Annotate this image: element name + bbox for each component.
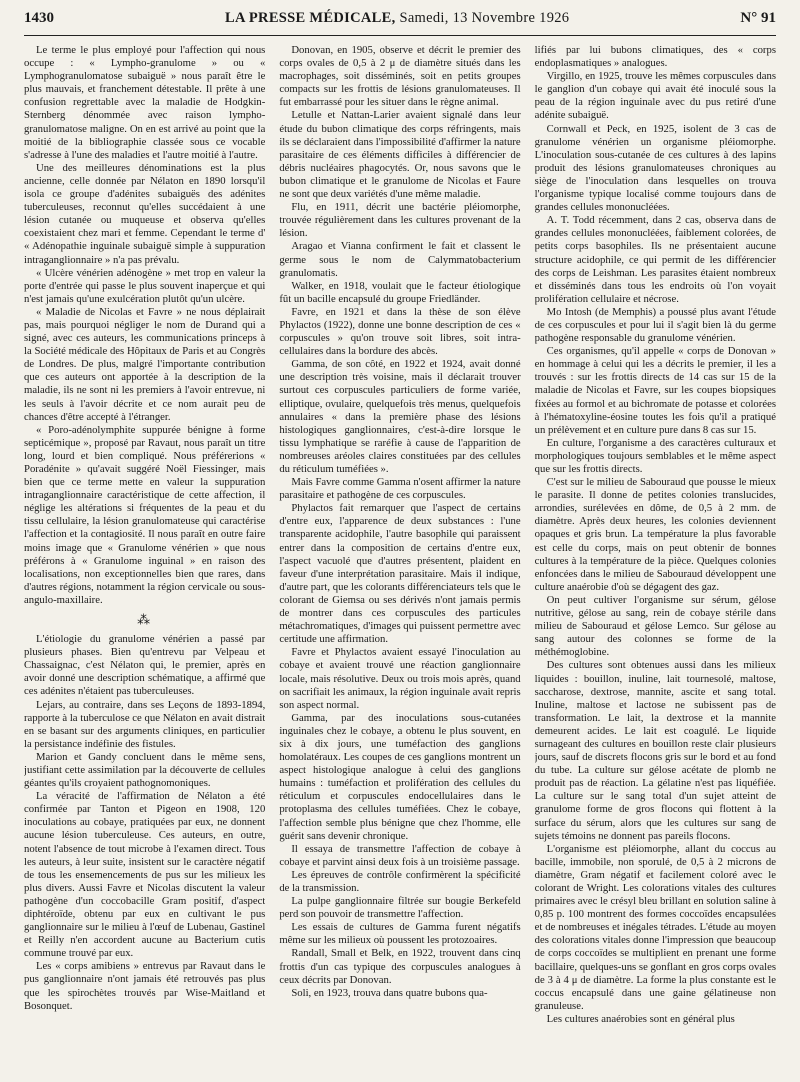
paragraph: Favre, en 1921 et dans la thèse de son élève Phylactos (1922), donne une bonne description de ces « corpuscules » qu'on trouve soit libres, soit intra-cellulaires dans la bordure des abcès. — [279, 305, 521, 358]
paragraph-continued: lifiés par lui bubons climatiques, des « corps endoplasmatiques » analogues. — [534, 44, 776, 70]
paragraph: L'étiologie du granulome vénérien a passé par plusieurs phases. Bien qu'entrevu par Velpeau et Chassaignac, c'est Nélaton qui, le premier, après en avoir donné une description schématique, a affirmé que ces adénites n'étaient pas tuberculeuses. — [24, 633, 266, 698]
paragraph: Les cultures anaérobies sont en général plus — [546, 1012, 735, 1025]
paragraph: Il essaya de transmettre l'affection de cobaye à cobaye et parvint ainsi deux fois à un troisième passage. — [279, 842, 521, 868]
paragraph: Randall, Small et Belk, en 1922, trouvent dans cinq frottis d'un cas typique des corpuscules analogues à ceux décrits par Donovan. — [279, 947, 521, 986]
paragraph: Les épreuves de contrôle confirmèrent la spécificité de la transmission. — [279, 868, 521, 894]
column-1 — [24, 44, 265, 1069]
paragraph: Les « corps amibiens » entrevus par Ravaut dans le pus ganglionnaire n'ont jamais été retrouvés pas plus que les spirochètes trouvés par Wise-Maitland et Bosonquet. — [24, 960, 266, 1012]
paragraph: Donovan, en 1905, observe et décrit le premier des corps ovales de 0,5 à 2 μ de diamètre situés dans les macrophages, soit disséminés, soit en petits groupes compacts sur les frottis de lésions granulomateuses. Il fut embarrassé pour les situer dans le règne animal. — [279, 44, 521, 109]
paragraph: Letulle et Nattan-Larier avaient signalé dans leur étude du bubon climatique des corps réfringents, mais ils se déclaraient dans l'impossibilité d'affirmer la nature parasitaire de ces éléments difficiles à différencier de débris nucléaires phagocytés. Or, nous savons que le bubon climatique et le granulome de Nicolas et Faure ne sont que deux variétés d'une même maladie. — [279, 109, 521, 201]
paragraph: Favre et Phylactos avaient essayé l'inoculation au cobaye et avaient trouvé une réaction ganglionnaire locale, mais résolutive. Deux ou trois mois après, quand on sacrifiait les animaux, la région inguinale avait repris son aspect normal. — [279, 646, 521, 711]
paragraph: « Poro-adénolymphite suppurée bénigne à forme septicémique », proposé par Ravaut, nous paraît un titre long, lourd et bien compliqué. Nous préférerions « Poradénite » qu'avait suggéré Noël Fiessinger, mais bien que ce terme mette en valeur la suppuration intraganglionnaire caractéristique de cette affection, il néglige les altérations si fréquentes de la peau et du tissu cellulaire, la lésion granulomateuse qui caractérise l'affection et la contagiosité. Il nous paraît en outre faire moins image que « Granulome vénérien » que nous préférons à « Granulome inguinal » en raison des localisations, non exceptionnelles bien que rares, dans d'autres régions, notamment la région cervicale ou sous-angulo-maxillaire. — [24, 423, 266, 606]
paragraph: « Maladie de Nicolas et Favre » ne nous déplairait pas, mais pourquoi négliger le nom de Durand qui a signé, avec ces auteurs, les communications princeps à la Société médicale des Hôpitaux de Paris et au Congrès de Londres. De plus, malgré l'importante contribution que ces auteurs ont apportée à la description de la maladie, ils ne sont ni les premiers à l'avoir entrevue, ni les seuls à l'avoir décrite et ce nom aurait peu de chances d'être accepté à l'étranger. — [24, 305, 266, 423]
paragraph: On peut cultiver l'organisme sur sérum, gélose nutritive, gélose au sang, rein de cobaye stérile dans milieu de Sabouraud et gélose Lemco. Sur gélose au sang autour des colonnes se forme de la méthémoglobine. — [534, 593, 776, 659]
paragraph: Walker, en 1918, voulait que le facteur étiologique fût un bacille encapsulé du groupe Friedländer. — [279, 279, 521, 305]
paragraph: Virgillo, en 1925, trouve les mêmes corpuscules dans le ganglion d'un cobaye qui avait été inoculé sous la peau de la région inguinale avec du pus retiré d'une adénite subaiguë. — [534, 70, 776, 122]
paragraph: Lejars, au contraire, dans ses Leçons de 1893-1894, rapporte à la tuberculose ce que Nélaton en avait distrait en se basant sur des arguments cliniques, en particulier la persistance indéfinie des fistules. — [24, 698, 266, 750]
paragraph: Mais Favre comme Gamma n'osent affirmer la nature parasitaire et pathogène de ces corpuscules. — [279, 476, 521, 502]
paragraph: L'organisme est pléiomorphe, allant du coccus au bacille, immobile, non sporulé, de 0,5 à 2 microns de diamètre, Gram négatif et facilement coloré avec le colorant de Wright. Les colorations vitales des cultures primaires avec le crésyl bleu brillant en solution saline à 0,85 p. 100 montrent des formes coccoïdes encapsulées et de nombreuses et inégales tétrades. L'étude au moyen des colorations vitales donne l'impression que beaucoup de corps coccoïdes se multiplient en prenant une forme bacillaire, quelques-uns se gonflant en gros corps ovales de 3 à 4 μ de diamètre. La forme la plus constante est le coccus encapsulé dans une gaine gélatineuse non granuleuse. — [534, 842, 776, 1012]
paragraph: La pulpe ganglionnaire filtrée sur bougie Berkefeld perd son pouvoir de transmettre l'affection. — [279, 895, 521, 921]
paragraph: Des cultures sont obtenues aussi dans les milieux liquides : bouillon, inuline, lait tournesolé, maltose, saccharose, dextrose, mannite, ascite et sang total. Inuline, maltose et lactose ne subissent pas de transformation. Le lait, la dextrose et la mannite demeurent acides. Le lait est coagulé. Le liquide surnageant des cultures en bouillon reste clair plusieurs jours, sauf de discrets flocons gris sur le bord et au fond du tube. La culture sur gélose acétate de plomb ne produit pas de réaction. La gélatine n'est pas liquéfiée. La culture sur le sang total d'un sujet atteint de granulome forme de gros flocons qui flottent à la surface du sérum, alors que les cultures sur sang de sujets témoins ne donnent pas pareils flocons. — [534, 659, 776, 842]
journal-masthead — [225, 10, 569, 27]
paragraph: La véracité de l'affirmation de Nélaton a été confirmée par Tanton et Pigeon en 1908, 120 inoculations au cobaye, pratiquées par eux, ne donnent aucune lésion tuberculeuse. Ces auteurs, en outre, notent l'absence de tout microbe à l'examen direct. Tous les auteurs, à leur suite, insistent sur le caractère négatif de tous les ensemencements de pus sur les milieux les plus divers. Aussi Favre et Nicolas discutent la valeur pathogène d'un coccobacille Gram positif, d'aspect diphtéroïde, obtenu par eux en cultivant le pus ganglionnaire sur le milieu à l'œuf de Lubenau, Gastinel et Reilly n'en accordent aucune au Bacterium cutis commune trouvé par eux. — [24, 790, 266, 960]
paragraph: C'est sur le milieu de Sabouraud que pousse le mieux le parasite. Il donne de petites colonies translucides, arrondies, surélevées en dôme, de 0,5 à 2 mm. de diamètre. Après deux heures, les colonies deviennent opaques et gris brun. La température la plus favorable est celle du corps, mais on peut obtenir de bonnes cultures à la température de la pièce. Quelques colonies enfoncées dans le milieu de Sabouraud développent une culture anaérobie d'où se dégagent des gaz. — [534, 476, 776, 593]
column-3 — [535, 44, 776, 1069]
paragraph: Gamma, par des inoculations sous-cutanées inguinales chez le cobaye, a obtenu le plus souvent, en six à dix jours, une tuméfaction des ganglions homolatéraux. Les coupes de ces ganglions montrent un aspect histologique analogue à celui des ganglions humains : tuméfaction et prolifération des cellules du réticulum et corpuscules endocellulaires dans le protoplasma des cellules tuméfiées. Chez le cobaye, l'affection semble plus bénigne que chez l'homme, elle guérit sans devenir chronique. — [279, 711, 521, 842]
paragraph: Flu, en 1911, décrit une bactérie pléiomorphe, trouvée régulièrement dans les cultures provenant de la lésion. — [279, 201, 521, 240]
paragraph: Les essais de cultures de Gamma furent négatifs même sur les milieux où poussent les protozoaires. — [279, 921, 521, 947]
paragraph: Marion et Gandy concluent dans le même sens, justifiant cette assimilation par la découverte de cellules géantes qu'ils croyaient pathognomoniques. — [24, 750, 266, 790]
issue-number: N° 91 — [740, 10, 776, 26]
column-2 — [279, 44, 520, 1069]
issue-date: Samedi, 13 Novembre 1926 — [399, 10, 570, 26]
paragraph: A. T. Todd récemment, dans 2 cas, observa dans de grandes cellules mononucléées, faiblement colorées, de petits corps basophiles. Ils ne présentaient aucune structure acidophile, ce qui permit de les différencier des corps de Leishman. Les parasites étaient nombreux et disséminés dans tous les endroits où l'on voyait prolifération cellulaire et nécrose. — [534, 214, 776, 305]
paragraph: Ces organismes, qu'il appelle « corps de Donovan » en hommage à celui qui les a décrits le premier, il les a trouvés : sur les frottis directs de 14 cas sur 15 de la maladie de Nicolas et Favre, sur les coupes biopsiques fixées au formol et au bichromate de potasse et colorées à l'hématoxyline-éosine toutes les fois qu'il a pratiqué un prélèvement et en culture pure dans 8 cas sur 15. — [534, 345, 776, 436]
page-number: 1430 — [24, 10, 54, 26]
paragraph: Mo Intosh (de Memphis) a poussé plus avant l'étude de ces corpuscules et pour lui il s'agit bien là du germe pathogène responsable du granulome vénérien. — [534, 305, 776, 345]
paragraph: En culture, l'organisme a des caractères culturaux et morphologiques toujours semblables et le même aspect que sur les frottis directs. — [534, 436, 776, 475]
journal-title: LA PRESSE MÉDICALE, — [225, 10, 396, 26]
section-separator: ⁂ — [137, 612, 153, 628]
paragraph: Aragao et Vianna confirment le fait et classent le germe sous le nom de Calymmatobacterium granulomatis. — [279, 240, 521, 279]
paragraph: Soli, en 1923, trouva dans quatre bubons qua- — [291, 986, 488, 999]
paragraph: Phylactos fait remarquer que l'aspect de certains d'entre eux, l'apparence de deux substances : l'une transparente acidophile, l'autre basophile qui paraissent entrer dans la composition de certains d'entre eux, l'aspect vacuolé que d'autres présentent, plaident en faveur d'une interprétation parasitaire. Mais il indique, d'autre part, que les colorants différenciateurs tels que le colorant de Giemsa ou ses dérivés n'ont jamais permis de montrer dans ces corpuscules des particules métachromatiques, d'images qui puissent permettre avec certitude une affirmation. — [279, 502, 521, 646]
text-columns — [24, 44, 776, 1069]
paragraph: « Ulcère vénérien adénogène » met trop en valeur la porte d'entrée qui passe le plus souvent inaperçue et qui n'est jamais qu'une exulcération plutôt qu'un ulcère. — [24, 266, 266, 305]
paragraph: Cornwall et Peck, en 1925, isolent de 3 cas de granulome vénérien un organisme pléiomorphe. L'inoculation sous-cutanée de ces cultures à des lapins produit des lésions granulomateuses chroniques au siège de l'inoculation dans lesquelles on trouva l'organisme typique localisé comme toujours dans de grandes cellules mononucléées. — [534, 122, 776, 214]
paragraph: Le terme le plus employé pour l'affection qui nous occupe : « Lympho-granulome » ou « Lymphogranulomatose subaiguë » nous paraît être le plus mauvais, et franchement détestable. Il prête à une confusion regrettable avec la maladie de Hodgkin-Sternberg dénommée avec raison lympho-granulomatose maligne. On en est arrivé au point que la moitié de la bibliographie classée sous ce vocable s'adresse à l'une des maladies et l'autre moitié à l'autre. — [24, 44, 266, 161]
paragraph: Gamma, de son côté, en 1922 et 1924, avait donné une description très voisine, mais il déclarait trouver surtout ces corpuscules particuliers de forme variée, elliptique, ovulaire, quelquefois très menus, quelquefois annulaires « dans la première phase des lésions histologiques ganglionnaires, c'est-à-dire lorsque le tissu lymphatique se raréfie à cause de l'apparition de nombreuses aréoles claires constituées par des cellules du réticulum tuméfiées ». — [279, 358, 521, 475]
paragraph: Une des meilleures dénominations est la plus ancienne, celle donnée par Nélaton en 1890 lorsqu'il isola ce groupe d'adénites subaiguës des adénites tuberculeuses, reconnut qu'elles succédaient à une lésion cutanée ou muqueuse et observa qu'elles coexistaient chez mari et femme. Cependant le terme d' « Adénopathie inguinale subaiguë simple à suppuration intraganglionnaire » n'a pas prévalu. — [24, 161, 266, 266]
page-header — [24, 10, 776, 36]
